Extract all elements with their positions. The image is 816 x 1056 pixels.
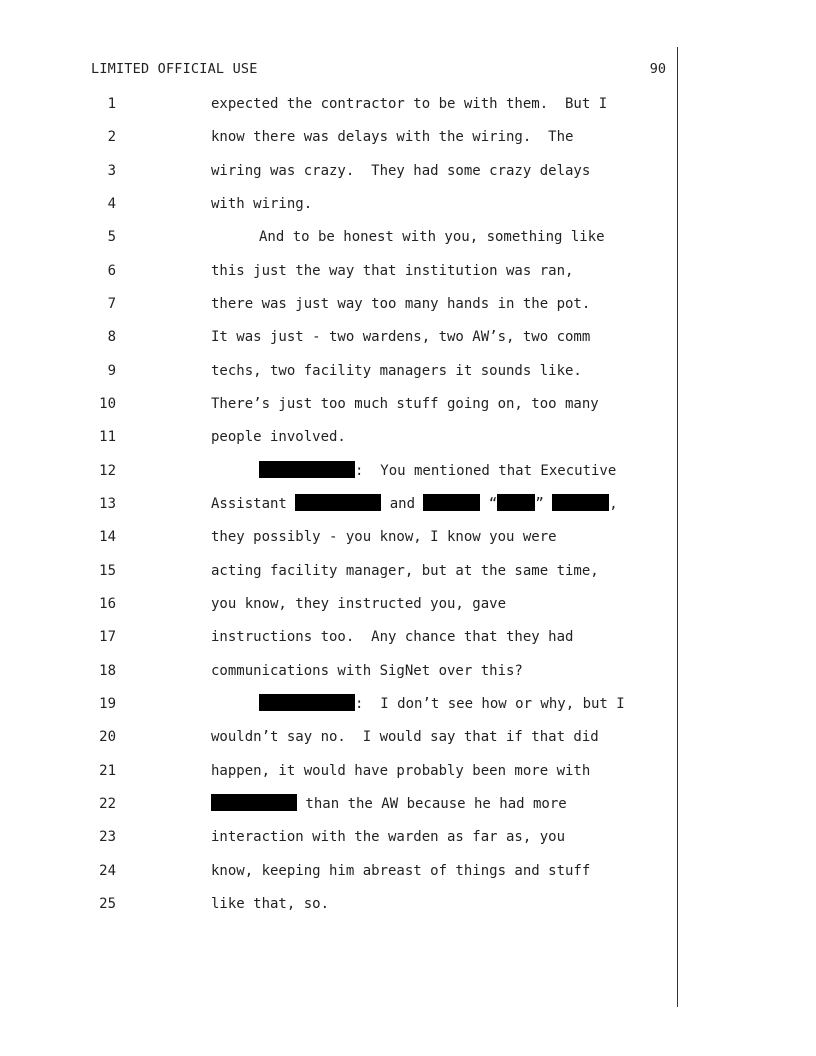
line-number: 21 xyxy=(99,763,116,779)
line-text: they possibly - you know, I know you were xyxy=(211,529,557,545)
line-text: It was just - two wardens, two AW’s, two comm xyxy=(211,329,591,345)
line-text-segment: : I don’t see how or why, but I xyxy=(355,696,625,712)
line-text: people involved. xyxy=(211,429,346,445)
line-number: 17 xyxy=(99,629,116,645)
line-number: 12 xyxy=(99,463,116,479)
line-text: with wiring. xyxy=(211,196,313,212)
redaction-box xyxy=(259,694,355,711)
line-number: 18 xyxy=(99,663,116,679)
transcript-line xyxy=(0,494,816,514)
line-text: There’s just too much stuff going on, too many xyxy=(211,396,599,412)
line-number: 13 xyxy=(99,496,116,512)
line-text: happen, it would have probably been more with xyxy=(211,763,591,779)
transcript-line xyxy=(0,827,816,847)
transcript-line xyxy=(0,127,816,147)
transcript-line xyxy=(0,227,816,247)
line-text: there was just way too many hands in the pot. xyxy=(211,296,591,312)
transcript-line xyxy=(0,327,816,347)
redaction-box xyxy=(259,461,355,478)
transcript-line xyxy=(0,894,816,914)
transcript-line xyxy=(0,794,816,814)
line-text: know there was delays with the wiring. The xyxy=(211,129,574,145)
line-text-segment: : You mentioned that Executive xyxy=(355,463,617,479)
page-number: 90 xyxy=(649,61,666,77)
line-text: interaction with the warden as far as, you xyxy=(211,829,566,845)
redaction-box xyxy=(295,494,381,511)
line-text: wiring was crazy. They had some crazy delays xyxy=(211,163,591,179)
line-number: 3 xyxy=(107,163,116,179)
line-text-segment: , xyxy=(609,496,618,512)
line-text: techs, two facility managers it sounds like. xyxy=(211,363,582,379)
transcript-line xyxy=(0,361,816,381)
transcript-line xyxy=(0,94,816,114)
line-number: 25 xyxy=(99,896,116,912)
transcript-line xyxy=(0,727,816,747)
line-number: 23 xyxy=(99,829,116,845)
transcript-line xyxy=(0,527,816,547)
transcript-line xyxy=(0,761,816,781)
transcript-line xyxy=(0,161,816,181)
transcript-line xyxy=(0,561,816,581)
redaction-box xyxy=(211,794,297,811)
transcript-line xyxy=(0,861,816,881)
line-number: 10 xyxy=(99,396,116,412)
line-text-segment: ” xyxy=(535,496,544,512)
line-number: 15 xyxy=(99,563,116,579)
line-text: communications with SigNet over this? xyxy=(211,663,523,679)
line-number: 9 xyxy=(107,363,116,379)
line-text: wouldn’t say no. I would say that if that did xyxy=(211,729,599,745)
transcript-line xyxy=(0,261,816,281)
line-text xyxy=(211,494,618,514)
line-text: like that, so. xyxy=(211,896,330,912)
transcript-line xyxy=(0,294,816,314)
line-text xyxy=(259,461,616,481)
line-text: know, keeping him abreast of things and stuff xyxy=(211,863,591,879)
transcript-line xyxy=(0,394,816,414)
line-number: 24 xyxy=(99,863,116,879)
transcript-line xyxy=(0,661,816,681)
line-number: 19 xyxy=(99,696,116,712)
transcript-line xyxy=(0,194,816,214)
line-text: this just the way that institution was ran, xyxy=(211,263,574,279)
line-number: 8 xyxy=(107,329,116,345)
line-text xyxy=(259,694,625,714)
line-text: And to be honest with you, something like xyxy=(259,229,605,245)
line-text-segment: Assistant xyxy=(211,496,296,512)
transcript-line xyxy=(0,427,816,447)
transcript-line xyxy=(0,461,816,481)
line-number: 6 xyxy=(107,263,116,279)
line-number: 7 xyxy=(107,296,116,312)
line-number: 1 xyxy=(107,96,116,112)
line-text: you know, they instructed you, gave xyxy=(211,596,507,612)
line-number: 11 xyxy=(99,429,116,445)
redaction-box xyxy=(552,494,609,511)
line-text-segment: “ xyxy=(480,496,498,512)
redaction-box xyxy=(497,494,535,511)
line-number: 5 xyxy=(107,229,116,245)
transcript-line xyxy=(0,694,816,714)
classification-header: LIMITED OFFICIAL USE xyxy=(91,61,258,77)
line-text-segment: than the AW because he had more xyxy=(297,796,567,812)
transcript-line xyxy=(0,627,816,647)
line-number: 4 xyxy=(107,196,116,212)
line-number: 20 xyxy=(99,729,116,745)
line-text: expected the contractor to be with them. But I xyxy=(211,96,608,112)
line-number: 14 xyxy=(99,529,116,545)
line-number: 2 xyxy=(107,129,116,145)
line-number: 22 xyxy=(99,796,116,812)
line-text-segment: and xyxy=(381,496,424,512)
redaction-box xyxy=(423,494,480,511)
line-text: acting facility manager, but at the same time, xyxy=(211,563,599,579)
line-number: 16 xyxy=(99,596,116,612)
line-text xyxy=(211,794,567,814)
line-text: instructions too. Any chance that they had xyxy=(211,629,574,645)
transcript-line xyxy=(0,594,816,614)
